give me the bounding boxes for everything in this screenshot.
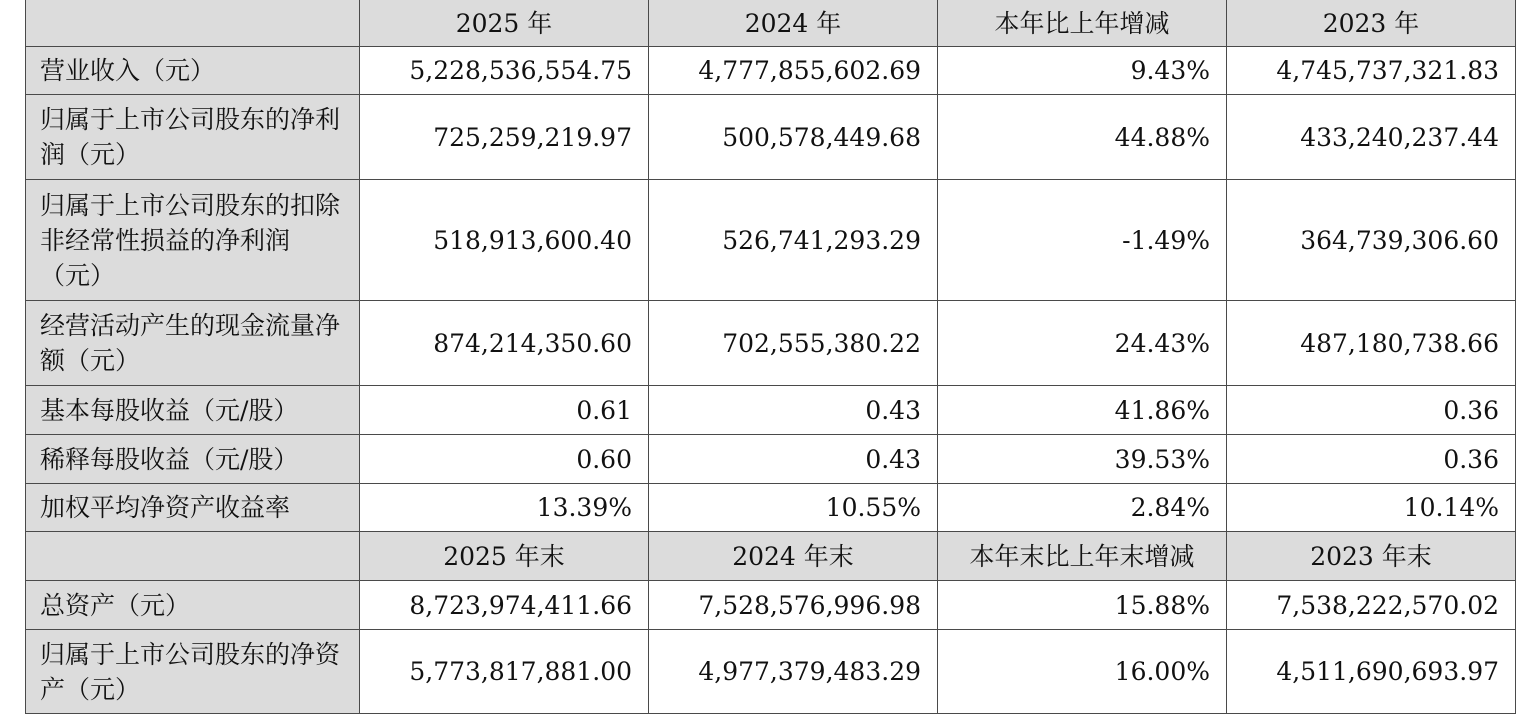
- header-cell-blank: [26, 0, 360, 47]
- table-row-diluted-eps: [26, 435, 1516, 484]
- cell-2025: 874,214,350.60: [360, 301, 649, 386]
- cell-2023: 10.14%: [1227, 484, 1516, 532]
- row-label: 归属于上市公司股东的净资产（元）: [26, 630, 360, 714]
- cell-2025: 5,228,536,554.75: [360, 47, 649, 95]
- header-cell-2025-end: 2025 年末: [360, 532, 649, 581]
- table-row-basic-eps: [26, 386, 1516, 435]
- cell-2025: 518,913,600.40: [360, 180, 649, 301]
- cell-2025: 8,723,974,411.66: [360, 581, 649, 630]
- row-label: 归属于上市公司股东的扣除非经常性损益的净利润（元）: [26, 180, 360, 301]
- header-cell-change-end: 本年末比上年末增减: [938, 532, 1227, 581]
- cell-2023: 0.36: [1227, 435, 1516, 484]
- cell-2023: 0.36: [1227, 386, 1516, 435]
- header-cell-2025: 2025 年: [360, 0, 649, 47]
- row-label: 稀释每股收益（元/股）: [26, 435, 360, 484]
- cell-change: 15.88%: [938, 581, 1227, 630]
- cell-2023: 487,180,738.66: [1227, 301, 1516, 386]
- cell-2024: 7,528,576,996.98: [649, 581, 938, 630]
- cell-2024: 4,977,379,483.29: [649, 630, 938, 714]
- row-label: 经营活动产生的现金流量净额（元）: [26, 301, 360, 386]
- cell-2024: 4,777,855,602.69: [649, 47, 938, 95]
- header-cell-2024-end: 2024 年末: [649, 532, 938, 581]
- cell-change: -1.49%: [938, 180, 1227, 301]
- cell-change: 44.88%: [938, 95, 1227, 180]
- financial-summary-table: [25, 0, 1516, 714]
- cell-change: 16.00%: [938, 630, 1227, 714]
- table-row-net-assets: [26, 630, 1516, 714]
- cell-2024: 500,578,449.68: [649, 95, 938, 180]
- header-cell-2023: 2023 年: [1227, 0, 1516, 47]
- cell-2023: 433,240,237.44: [1227, 95, 1516, 180]
- cell-change: 2.84%: [938, 484, 1227, 532]
- row-label: 基本每股收益（元/股）: [26, 386, 360, 435]
- table-row-net-profit: [26, 95, 1516, 180]
- cell-2024: 10.55%: [649, 484, 938, 532]
- cell-2024: 702,555,380.22: [649, 301, 938, 386]
- cell-2023: 7,538,222,570.02: [1227, 581, 1516, 630]
- cell-change: 39.53%: [938, 435, 1227, 484]
- cell-2023: 364,739,306.60: [1227, 180, 1516, 301]
- cell-2023: 4,511,690,693.97: [1227, 630, 1516, 714]
- cell-2024: 0.43: [649, 386, 938, 435]
- header-cell-blank: [26, 532, 360, 581]
- cell-2025: 725,259,219.97: [360, 95, 649, 180]
- table-row-total-assets: [26, 581, 1516, 630]
- cell-2025: 0.60: [360, 435, 649, 484]
- header-cell-2023-end: 2023 年末: [1227, 532, 1516, 581]
- row-label: 归属于上市公司股东的净利润（元）: [26, 95, 360, 180]
- header-cell-2024: 2024 年: [649, 0, 938, 47]
- header-row-annual: [26, 0, 1516, 47]
- cell-change: 9.43%: [938, 47, 1227, 95]
- table-row-revenue: [26, 47, 1516, 95]
- cell-change: 41.86%: [938, 386, 1227, 435]
- cell-2025: 0.61: [360, 386, 649, 435]
- header-row-year-end: [26, 532, 1516, 581]
- cell-2024: 526,741,293.29: [649, 180, 938, 301]
- table-row-deducted-net-profit: [26, 180, 1516, 301]
- table-row-operating-cash-flow: [26, 301, 1516, 386]
- cell-change: 24.43%: [938, 301, 1227, 386]
- header-cell-change: 本年比上年增减: [938, 0, 1227, 47]
- table-row-roe: [26, 484, 1516, 532]
- cell-2023: 4,745,737,321.83: [1227, 47, 1516, 95]
- row-label: 营业收入（元）: [26, 47, 360, 95]
- cell-2025: 5,773,817,881.00: [360, 630, 649, 714]
- cell-2024: 0.43: [649, 435, 938, 484]
- cell-2025: 13.39%: [360, 484, 649, 532]
- row-label: 加权平均净资产收益率: [26, 484, 360, 532]
- row-label: 总资产（元）: [26, 581, 360, 630]
